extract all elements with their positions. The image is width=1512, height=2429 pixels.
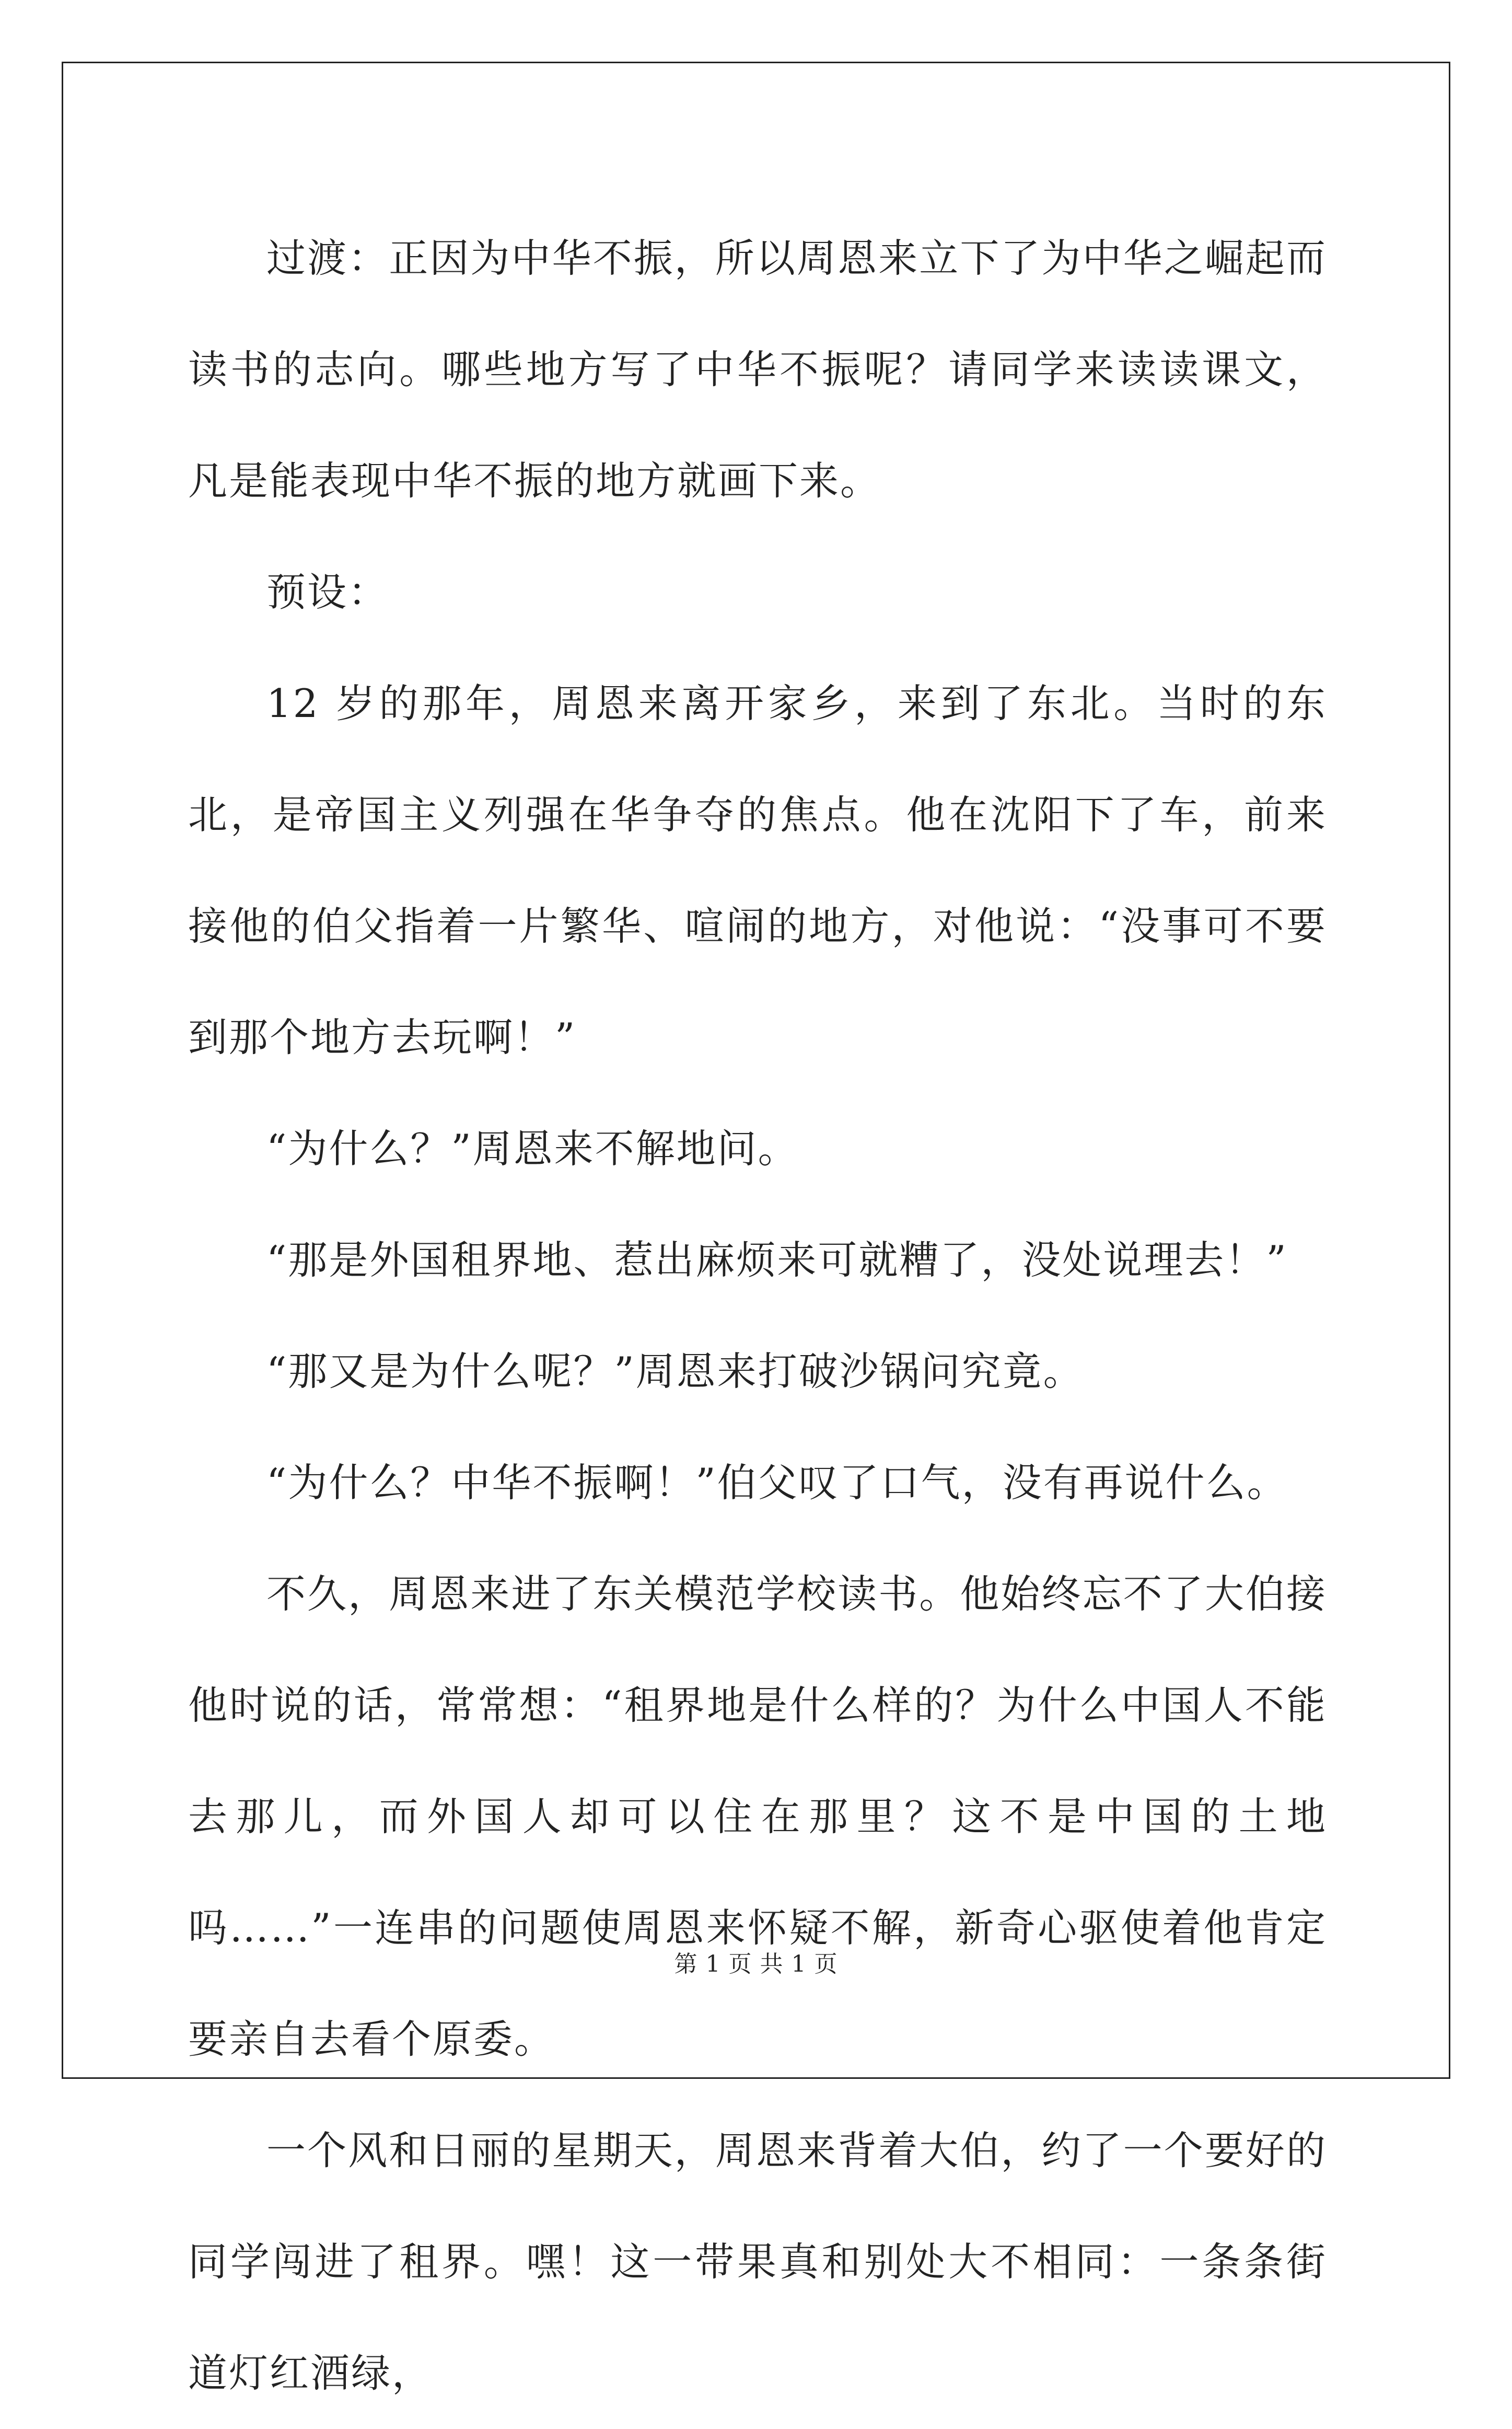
paragraph-school: 不久，周恩来进了东关模范学校读书。他始终忘不了大伯接他时说的话，常常想：“租界地是什么样的？为什么中国人不能去那儿，而外国人却可以住在那里？这不是中国的土地吗……”一连串的问题使周恩来怀疑不解，新奇心驱使着他肯定要亲自去看个原委。 (188, 1571, 1327, 2062)
document-body (188, 203, 1327, 2429)
paragraph-dialogue-2: “那是外国租界地、惹出麻烦来可就糟了，没处说理去！” (266, 1237, 1288, 1283)
paragraph-preset-label: 预设： (266, 569, 389, 615)
page-number-footer: 第 1 页 共 1 页 (674, 1951, 838, 1977)
paragraph-story-intro: 12 岁的那年，周恩来离开家乡，来到了东北。当时的东北，是帝国主义列强在华争夺的焦点。他在沈阳下了车，前来接他的伯父指着一片繁华、喧闹的地方，对他说：“没事可不要到那个地方去玩啊！” (188, 680, 1327, 1060)
paragraph-concession: 一个风和日丽的星期天，周恩来背着大伯，约了一个要好的同学闯进了租界。嘿！这一带果真和别处大不相同：一条条街道灯红酒绿， (188, 2127, 1327, 2396)
paragraph-dialogue-4: “为什么？中华不振啊！”伯父叹了口气，没有再说什么。 (266, 1460, 1288, 1506)
paragraph-transition: 过渡：正因为中华不振，所以周恩来立下了为中华之崛起而读书的志向。哪些地方写了中华不振呢？请同学来读读课文，凡是能表现中华不振的地方就画下来。 (188, 235, 1327, 504)
paragraph-dialogue-1: “为什么？”周恩来不解地问。 (266, 1126, 799, 1172)
paragraph-dialogue-3: “那又是为什么呢？”周恩来打破沙锅问究竟。 (266, 1348, 1084, 1394)
